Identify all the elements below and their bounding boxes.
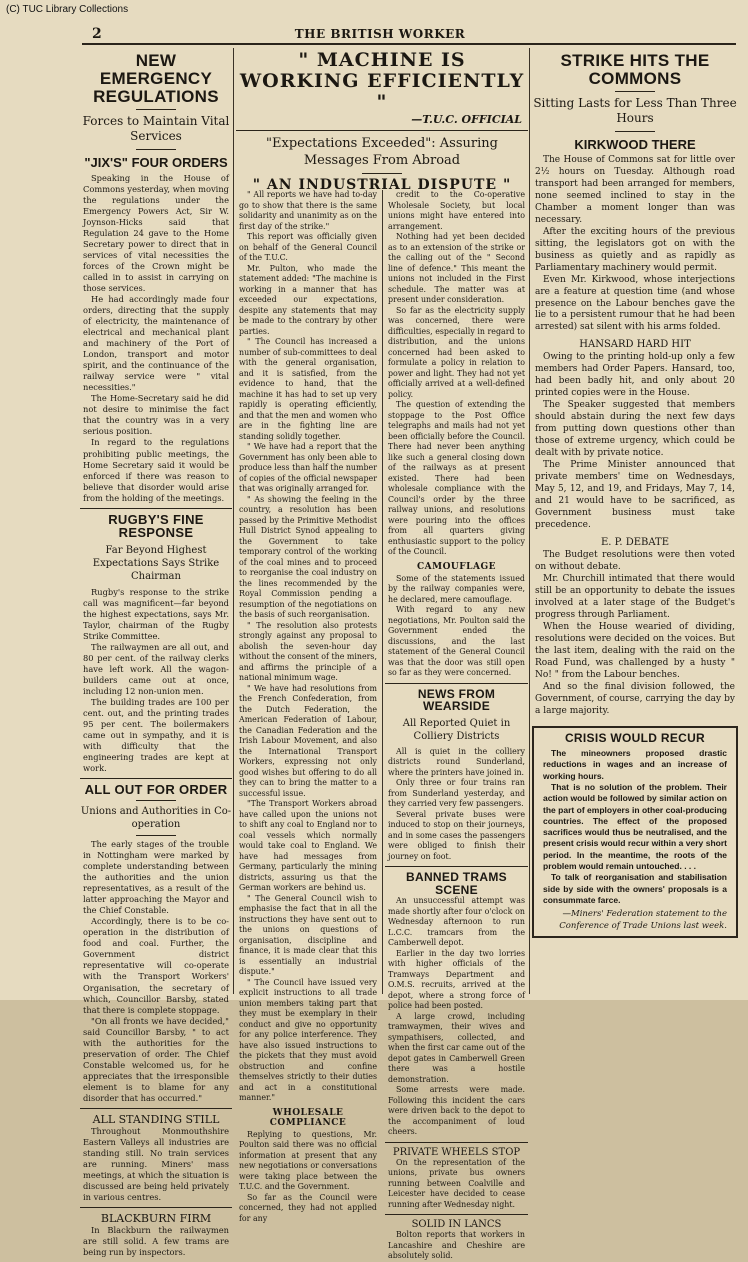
paragraph: He had accordingly made four orders, directing that the supply of electricity, the maintenance of electrical and mechanical plant and machinery of the Port of London, transport and motor spirit, and the continuance of the railway service were " vital necessities.": [83, 294, 229, 393]
article-solid-in-lancs: [388, 1230, 525, 1262]
paragraph: The Home-Secretary said he did not desire to minimise the fact that the country was in a very serious position.: [83, 393, 229, 437]
paragraph: "The Transport Workers abroad have called upon the unions not to shift any coal to England nor to coal vessels which normally would take coal to England. We have had messages from Germany, particularly the mining districts, assuring us that the German workers are behind us.: [239, 799, 377, 892]
divider: [615, 131, 655, 132]
paragraph: A large crowd, including tramwaymen, their wives and sympathisers, collected, and when the first car came out of the depot gates in Camberwell Green there was a hostile demonstration.: [388, 1011, 525, 1084]
article-banned-trams: [388, 896, 525, 1138]
divider: [385, 683, 528, 684]
paragraph: With regard to any new negotiations, Mr. Poulton said the Government ended the discussions, and the last statement of the General Council was that the door was still open so far as they were concerned.: [388, 605, 525, 677]
divider: [385, 1214, 528, 1215]
article-camouflage: [388, 574, 525, 679]
headline-strike-hits-commons: STRIKE HITS THE COMMONS: [560, 51, 710, 88]
paragraph: The question of extending the stoppage to the Post Office telegraphs and mails had not yet been officially before the Council. There had never been anything like such a general closing down of the railways as at present existed. There had been wholesale compliance with the Council's order by the three railway unions, and resolutions were pouring into the offices from all quarters giving enthusiastic support to the policy of the Council.: [388, 400, 525, 556]
divider: [385, 1142, 528, 1143]
deck-sitting-lasts: Sitting Lasts for Less Than Three Hours: [533, 95, 737, 126]
article-wearside: [388, 747, 525, 863]
article-emergency-regulations: [83, 173, 229, 504]
paragraph: The building trades are 100 per cent. out, and the printing trades 95 per cent. The boilermakers came out in sympathy, and it is with difficulty that the engineering trades are kept at work.: [83, 697, 229, 774]
paragraph: Owing to the printing hold-up only a few members had Order Papers. Hansard, too, had been badly hit, and only about 20 printed copies were in the House.: [535, 352, 735, 399]
headline-solid-in-lancs: SOLID IN LANCS: [411, 1219, 502, 1231]
column-centre: [236, 48, 528, 1261]
paragraph: " The General Council wish to emphasise the fact that in all the instructions they have sent out to the unions on questions of organisation, discipline and finance, it is made clear that this is essentially an industrial dispute.": [239, 893, 377, 976]
article-hansard: [535, 352, 735, 532]
headline-news-from-wearside: NEWS FROM WEARSIDE: [417, 686, 496, 714]
paragraph: Even Mr. Kirkwood, whose interjections are a feature at question time (and whose presence on the Labour benches gave the lie to a persistent rumour that he had been arrested) sat silent with his arms folded.: [535, 274, 735, 333]
paragraph: " The resolution also protests strongly against any proposal to abolish the seven-hour day without the consent of the miners, and affirms the principle of a national minimum wage.: [239, 620, 377, 682]
headline-all-standing-still: ALL STANDING STILL: [92, 1112, 220, 1126]
divider: [136, 149, 176, 150]
article-strike-hits-commons: [535, 155, 735, 335]
subhead-ep-debate: E. P. DEBATE: [600, 536, 670, 548]
column-left: [80, 48, 232, 1258]
paragraph: Nothing had yet been decided as to an extension of the strike or the calling out of the " Second line of defence." This meant the unions not included in the First schedule. The matter was at present under consideration.: [388, 232, 525, 304]
paragraph: An unsuccessful attempt was made shortly after four o'clock on Wednesday afternoon to run L.C.C. tramcars from the Camberwell depot.: [388, 896, 525, 948]
paragraph: On the representation of the unions, private bus owners running between Coalville and Leicester have decided to cease running after Wednesday night.: [388, 1157, 525, 1209]
paragraph: Throughout Monmouthshire Eastern Valleys all industries are standing still. No train services are running. Miners' mass meetings, at which the situation is discussed are being held privately in various centres.: [83, 1125, 229, 1203]
paragraph: In Blackburn the railwaymen are still solid. A few trams are being run by inspectors.: [83, 1225, 229, 1258]
paragraph: Some arrests were made. Following this incident the cars were driven back to the depot to the accompaniment of loud cheers.: [388, 1085, 525, 1137]
paragraph: Rugby's response to the strike call was magnificent—far beyond the highest expectations, says Mr. Taylor, chairman of the Rugby Strike Committee.: [83, 586, 229, 642]
article-wholesale-compliance: [239, 1130, 377, 1225]
deck-expectations-exceeded: "Expectations Exceeded": Assuring Messages From Abroad: [266, 135, 498, 169]
paragraph: The House of Commons sat for little over 2½ hours on Tuesday. Although road transport had been arranged for members, none seemed inclined to stay in the Chamber a moment longer than was necessary.: [535, 154, 735, 225]
paragraph: All is quiet in the colliery districts round Sunderland, where the printers have joined in.: [388, 746, 525, 777]
paragraph: Bolton reports that workers in Lancashire and Cheshire are absolutely solid.: [388, 1230, 525, 1261]
headline-crisis-would-recur: CRISIS WOULD RECUR: [564, 730, 706, 745]
column-rule-1: [233, 48, 234, 994]
headline-banned-trams: BANNED TRAMS SCENE: [406, 870, 507, 897]
paragraph: Replying to questions, Mr. Poulton said there was no official information at present that any new negotiations or conversations were taking place between the T.U.C. and the Government.: [239, 1129, 377, 1191]
deck-rugby: Far Beyond Highest Expectations Says Strike Chairman: [92, 544, 220, 582]
deck-unions-authorities: Unions and Authorities in Co-operation: [80, 806, 232, 831]
divider: [362, 173, 402, 174]
attribution-miners-federation: —Miners' Federation statement to the Conference of Trade Unions last week.: [559, 909, 727, 931]
subhead-jix-orders: "JIX'S" FOUR ORDERS: [84, 154, 228, 170]
article-crisis-would-recur: [543, 748, 727, 906]
paragraph: So far as the electricity supply was concerned, there were difficulties, especially in regard to distribution, and the unions concerned had been asked to formulate a policy in relation to power and light. They had not yet officially arrived at a well-defined policy.: [388, 305, 525, 399]
paragraph: To talk of reorganisation and stabilisation side by side with the owners' proposals is a consummate farce.: [543, 872, 727, 905]
masthead-rule: [82, 43, 736, 45]
subcolumn-rule: [382, 190, 383, 994]
headline-blackburn-firm: BLACKBURN FIRM: [100, 1212, 212, 1226]
centre-right-subcolumn: [385, 190, 528, 1261]
divider: [136, 835, 176, 836]
paragraph: Mr. Churchill intimated that there would still be an opportunity to debate the issues involved at a later stage of the Budget's progress through Parliament.: [535, 573, 735, 620]
article-ep-debate: [535, 550, 735, 718]
paragraph: The Prime Minister announced that private members' time on Wednesdays, May 5, 12, and 19, and Fridays, May 7, 14, and 21 would have to be sacrificed, as Government business must take precedence.: [535, 460, 735, 530]
paragraph: Accordingly, there is to be co-operation in the distribution of food and coal. Further, the Government district representative will co-operate with the Transport Workers' Organisation, the secretary of which, Councillor Barsby, stated that there is complete stoppage.: [83, 916, 229, 1015]
paragraph: Only three or four trains ran from Sunderland yesterday, and they carried very few passengers.: [388, 778, 525, 809]
divider: [80, 1207, 232, 1208]
headline-private-wheels: PRIVATE WHEELS STOP: [392, 1146, 521, 1158]
subhead-kirkwood-there: KIRKWOOD THERE: [574, 136, 696, 152]
headline-emergency-regulations: NEW EMERGENCY REGULATIONS: [93, 51, 219, 106]
paragraph: After the exciting hours of the previous sitting, the legislators got on with the business as quietly and as rapidly as Parliamentary machinery would permit.: [535, 226, 735, 273]
paragraph: The railwaymen are all out, and 80 per cent. of the railway clerks have left work. All the wagon-builders came out at once, including 12 non-union men.: [83, 642, 229, 697]
column-rule-2: [529, 48, 530, 994]
paragraph: So far as the Council were concerned, they had not applied for any: [239, 1192, 377, 1223]
article-all-out-for-order: [83, 839, 229, 1104]
deck-vital-services: Forces to Maintain Vital Services: [82, 113, 230, 144]
paragraph: The early stages of the trouble in Nottingham were marked by complete understanding between the authorities and the union representatives, as a result of the latter approaching the Mayor and the Chief Constable.: [83, 839, 229, 916]
paragraph: The Budget resolutions were then voted on without debate.: [535, 549, 735, 572]
boxed-crisis-would-recur: [532, 726, 738, 938]
subhead-camouflage: CAMOUFLAGE: [416, 561, 497, 572]
paragraph: Some of the statements issued by the railway companies were, he declared, mere camouflage.: [388, 573, 525, 604]
paragraph: And so the final division followed, the Government, of course, carrying the day by a large majority.: [535, 681, 735, 716]
centre-left-subcolumn: [236, 190, 380, 1223]
paragraph: " The Council has increased a number of sub-committees to deal with the general organisation, and it is satisfied, from the evidence to hand, that the machine it has had to set up very rapidly is operating efficiently, and that the men and women who are in the fighting line are standing solidly together.: [239, 337, 377, 441]
paragraph: That is no solution of the problem. Their action would be followed by similar action on the part of employers in other coal-producing countries. The effect of the proposed sacrifices would thus be neutralised, and the present crisis would recur within a very short period. In the meantime, the roots of the problem would remain untouched. . . .: [543, 781, 727, 872]
article-machine-working-part1: [239, 190, 377, 1104]
divider: [80, 508, 232, 509]
page-number: 2: [92, 26, 102, 42]
paragraph: "On all fronts we have decided," said Councillor Barsby, " to act with the authorities for the preservation of order. The Chief Constable welcomed us, for he appreciates that the irresponsible element is to blame for any disorder that has occurred.": [83, 1015, 229, 1103]
paragraph: Mr. Pulton, who made the statement added: "The machine is working in a manner that has exceeded our expectations, despite any statements that may be made to the contrary by other parties.: [239, 263, 377, 336]
paragraph: This report was officially given on behalf of the General Council of the T.U.C.: [239, 232, 377, 262]
divider: [80, 1108, 232, 1109]
divider: [136, 109, 176, 110]
paragraph: Several private buses were induced to stop on their journeys, and in some cases the passengers were obliged to finish their journey on foot.: [388, 809, 525, 861]
subhead-industrial-dispute: " AN INDUSTRIAL DISPUTE ": [252, 176, 512, 193]
column-right: [532, 48, 738, 994]
subhead-hansard-hard-hit: HANSARD HARD HIT: [579, 339, 691, 351]
paragraph: " We have had resolutions from the French Confederation, from the Dutch Federation, the American Federation of Labour, the Canadian Federation and the Irish Labour Movement, and also the International Transport Workers, expressing not only good wishes but offering to do all they can to bring the matter to a successful issue.: [239, 683, 377, 798]
attribution-tuc-official: —T.U.C. OFFICIAL: [411, 112, 522, 126]
divider: [136, 800, 176, 801]
paragraph: When the House wearied of dividing, resolutions were decided on the voices. But the last item, dealing with the raid on the Road Fund, was challenged by a husty " No! " from the Labour benches.: [535, 621, 735, 680]
paragraph: " All reports we have had to-day go to show that there is the same solidarity and unanimity as on the first day of the strike.": [239, 190, 377, 231]
masthead: THE BRITISH WORKER: [294, 27, 466, 41]
article-all-standing-still: [83, 1126, 229, 1203]
paragraph: " As showing the feeling in the country, a resolution has been passed by the Primitive Methodist Hull District Synod appealing to the Government to take temporary control of the working of the coal mines and to proceed to reorganise the coal industry on the lines recommended by the Royal Commission pending a resumption of the negotiations on the basis of such reorganisation.: [239, 494, 377, 619]
article-blackburn-firm: [83, 1225, 229, 1258]
headline-machine-working: " MACHINE IS WORKING EFFICIENTLY ": [239, 49, 525, 113]
headline-rugby: RUGBY'S FINE RESPONSE: [108, 511, 204, 541]
paragraph: Speaking in the House of Commons yesterday, when moving the regulations under the Emergency Powers Act, Sir W. Joynson-Hicks said that Regulation 24 gave to the Home Secretary power to direct that in services of vital necessities the forces of the Crown might be called in to assist in carrying on those services.: [83, 172, 229, 294]
paragraph: The Speaker suggested that members should abstain during the next few days from putting down questions other than those of extreme urgency, which could be dealt with by private notice.: [535, 400, 735, 459]
subhead-wholesale-compliance: WHOLESALE COMPLIANCE: [269, 1107, 347, 1128]
divider: [385, 866, 528, 867]
paragraph: The mineowners proposed drastic reductions in wages and an increase of working hours.: [543, 748, 727, 781]
headline-all-out-for-order: ALL OUT FOR ORDER: [84, 782, 228, 798]
paragraph: " The Council have issued very explicit instructions to all trade union members taking part that they must be exemplary in their conduct and give no opportunity for any police interference. They have also issued instructions to the pickets that they must avoid obstruction and confine themselves strictly to their duties and act in a constitutional manner.": [239, 977, 377, 1102]
paragraph: credit to the Co-operative Wholesale Society, but local unions might have entered into arrangement.: [388, 190, 525, 231]
copyright-notice: (C) TUC Library Collections: [6, 4, 129, 15]
article-private-wheels: [388, 1158, 525, 1211]
paragraph: " We have had a report that the Government has only been able to produce less than half the number of copies of the official newspaper that was originally arranged for.: [239, 442, 377, 493]
divider: [615, 91, 655, 92]
divider: [236, 130, 528, 131]
divider: [80, 778, 232, 779]
paragraph: In regard to the regulations prohibiting public meetings, the Home Secretary said it would be enforced if there was reason to believe that disorder would arise from the holding of the meetings.: [83, 437, 229, 503]
deck-wearside: All Reported Quiet in Colliery Districts: [402, 717, 511, 742]
article-rugby: [83, 587, 229, 775]
article-machine-working-part2: [388, 190, 525, 558]
paragraph: Earlier in the day two lorries with higher officials of the Tramways Department and O.M.S. recruits, arrived at the depot, where a strong force of police had been posted.: [388, 948, 525, 1011]
